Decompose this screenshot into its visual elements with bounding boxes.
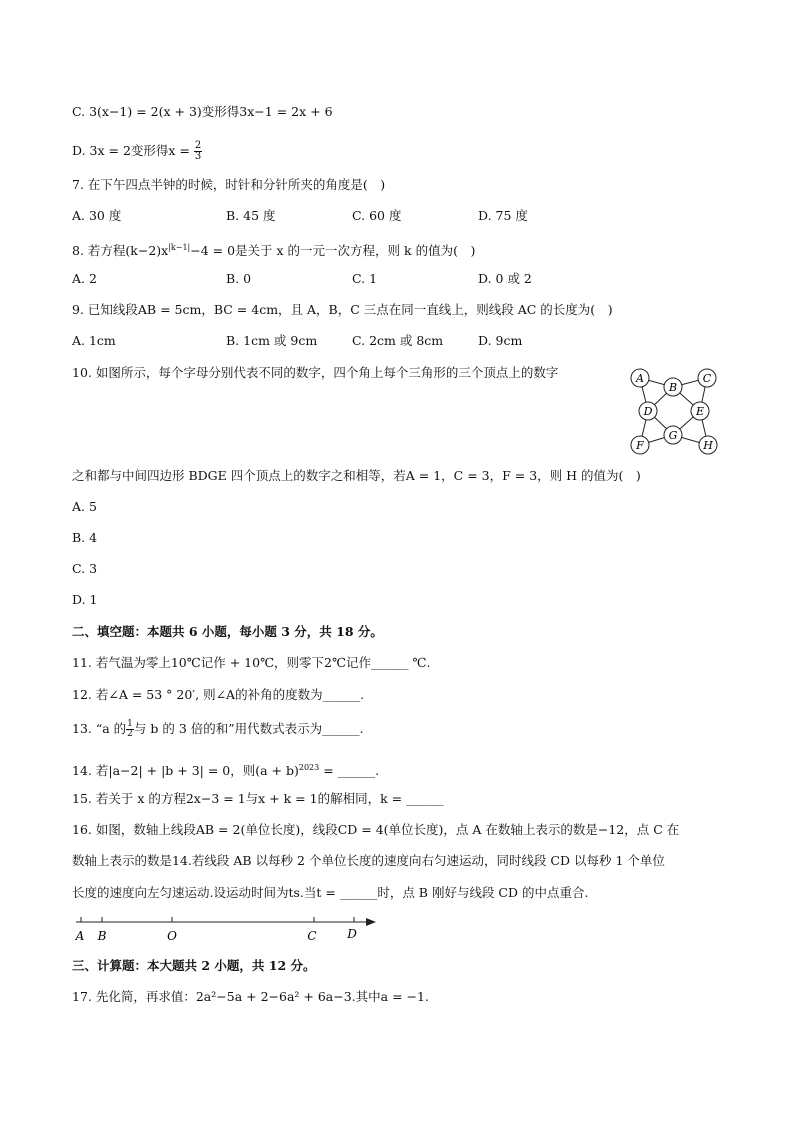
q8-stem-post: −4 = 0是关于 x 的一元一次方程，则 k 的值为( ) [190, 243, 476, 259]
q16-label-c: C [307, 929, 317, 943]
q9-option-b: B. 1cm 或 9cm [226, 333, 318, 348]
q16-line1: 16. 如图，数轴上线段AB = 2(单位长度)，线段CD = 4(单位长度)，点 A 在数轴上表示的数是−12，点 C 在 [72, 822, 680, 837]
section-3-heading: 三、计算题：本大题共 2 小题，共 12 分。 [72, 958, 316, 973]
q16-number-line [70, 910, 380, 944]
q7-option-b: B. 45 度 [226, 208, 276, 223]
q16-label-o: O [167, 929, 177, 943]
q7-option-a: A. 30 度 [72, 208, 122, 223]
q13-fraction [126, 720, 134, 739]
q16-label-b: B [97, 929, 107, 943]
q9-option-a: A. 1cm [72, 333, 116, 348]
q14-post: = ______. [319, 763, 380, 779]
q10-node-f [631, 436, 649, 454]
q7-option-c: C. 60 度 [352, 208, 402, 223]
q14 [72, 760, 379, 779]
q8-option-d: D. 0 或 2 [478, 271, 532, 286]
q14-exponent: 2023 [298, 763, 320, 772]
q12: 12. 若∠A = 53 ° 20′, 则∠A的补角的度数为______. [72, 687, 365, 702]
q10-node-a [631, 369, 649, 387]
q6-fraction-num: 2 [194, 140, 202, 151]
q8-option-c: C. 1 [352, 271, 378, 286]
q10-option-b: B. 4 [72, 530, 98, 545]
q10-node-g [664, 426, 682, 444]
q6-fraction [194, 141, 202, 162]
q9-option-c: C. 2cm 或 8cm [352, 333, 444, 348]
q13-fraction-den: 2 [127, 729, 133, 739]
q10-figure [620, 362, 730, 462]
q16-axis-arrow [366, 918, 376, 926]
q17: 17. 先化简，再求值：2a²−5a + 2−6a² + 6a−3.其中a = −1. [72, 989, 429, 1004]
q16-label-a: A [75, 929, 85, 943]
q10-option-c: C. 3 [72, 561, 98, 576]
q8-option-b: B. 0 [226, 271, 252, 286]
q10-stem-line1: 10. 如图所示，每个字母分别代表不同的数字，四个角上每个三角形的三个顶点上的数字 [72, 365, 559, 380]
q15: 15. 若关于 x 的方程2x−3 = 1与x + k = 1的解相同，k = ______ [72, 791, 444, 806]
q10-node-d-label: D [643, 405, 653, 418]
q16-line3: 长度的速度向左匀速运动.设运动时间为ts.当t = ______时，点 B 刚好与线段 CD 的中点重合. [72, 885, 589, 900]
q10-node-c [698, 369, 716, 387]
q16-label-d: D [347, 927, 357, 941]
q8-stem [72, 240, 475, 259]
q14-pre: 14. 若|a−2| + |b + 3| = 0，则(a + b) [72, 763, 299, 779]
q7-stem: 7. 在下午四点半钟的时候，时针和分针所夹的角度是( ) [72, 177, 386, 192]
q9-option-d: D. 9cm [478, 333, 523, 348]
q10-node-b [664, 378, 682, 396]
q10-option-a: A. 5 [72, 499, 97, 514]
q10-node-b-label: B [668, 381, 678, 394]
q8-stem-pre: 8. 若方程(k−2)x [72, 243, 169, 259]
q10-node-h-label: H [703, 439, 713, 452]
q6-fraction-den: 3 [194, 151, 202, 162]
q10-node-e-label: E [695, 405, 705, 418]
q10-node-e [691, 402, 709, 420]
q10-stem-line2: 之和都与中间四边形 BDGE 四个顶点上的数字之和相等，若A = 1，C = 3，F = 3，则 H 的值为( ) [72, 468, 641, 483]
q11: 11. 若气温为零上10℃记作 + 10℃，则零下2℃记作______ ℃. [72, 655, 431, 670]
q6-option-d [72, 141, 202, 162]
q10-node-c-label: C [702, 372, 712, 385]
q8-option-a: A. 2 [72, 271, 97, 286]
q16-line2: 数轴上表示的数是14.若线段 AB 以每秒 2 个单位长度的速度向右匀速运动，同时线段 CD 以每秒 1 个单位 [72, 853, 665, 868]
q10-node-g-label: G [668, 429, 678, 442]
q13-pre: 13. “a 的 [72, 721, 127, 736]
q10-node-f-label: F [636, 439, 644, 452]
q8-exponent: |k−1| [168, 243, 191, 252]
q6-option-d-text: D. 3x = 2变形得x = [72, 143, 194, 158]
q10-node-d [639, 402, 657, 420]
q13 [72, 720, 364, 739]
q9-stem: 9. 已知线段AB = 5cm，BC = 4cm，且 A，B，C 三点在同一直线上，则线段 AC 的长度为( ) [72, 302, 613, 317]
q10-node-a-label: A [636, 372, 644, 385]
q7-option-d: D. 75 度 [478, 208, 528, 223]
q13-post: 与 b 的 3 倍的和”用代数式表示为______. [133, 721, 364, 736]
q13-fraction-num: 1 [127, 719, 133, 729]
section-2-heading: 二、填空题：本题共 6 小题，每小题 3 分，共 18 分。 [72, 624, 383, 639]
q10-node-h [699, 436, 717, 454]
q10-option-d: D. 1 [72, 592, 98, 607]
q6-option-c: C. 3(x−1) = 2(x + 3)变形得3x−1 = 2x + 6 [72, 104, 333, 119]
